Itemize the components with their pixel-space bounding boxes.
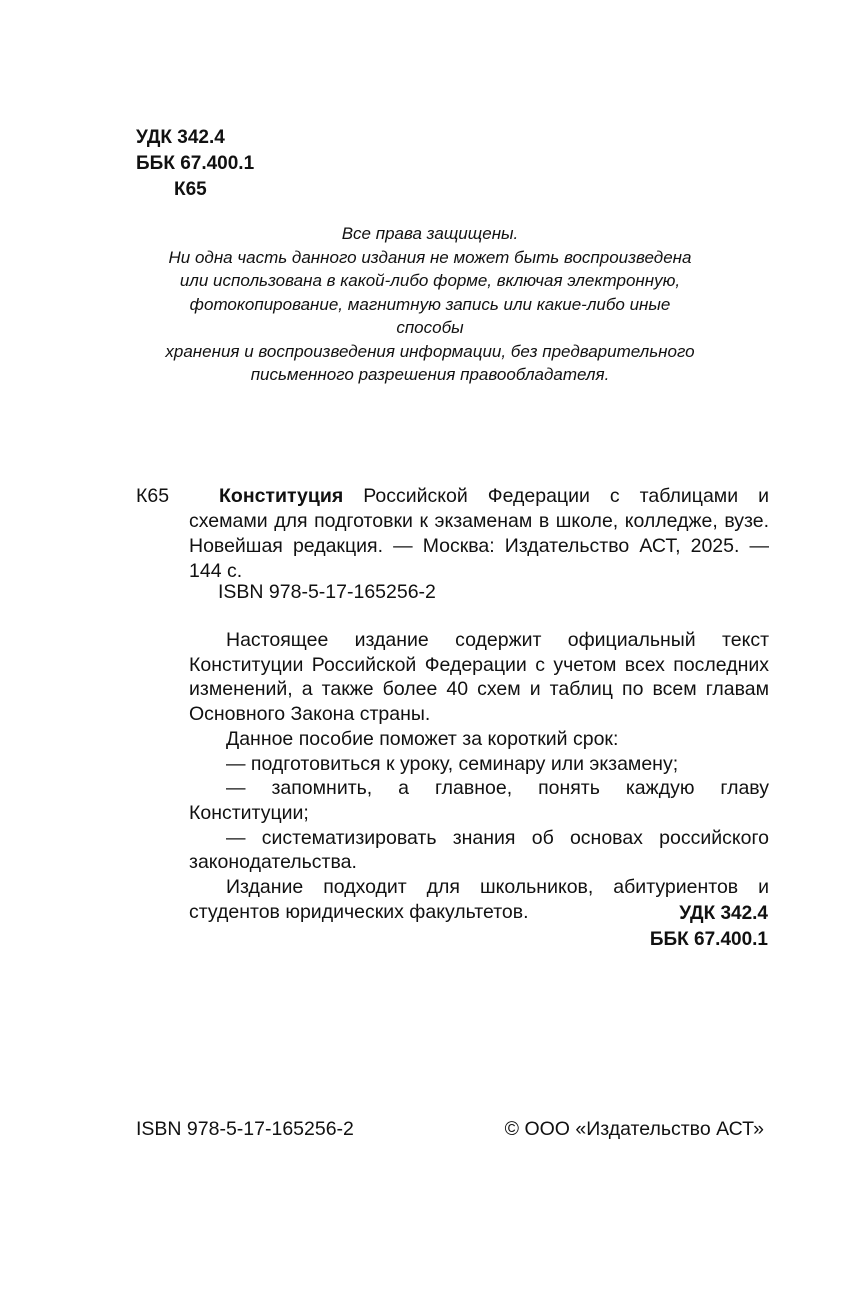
bibliographic-description <box>189 484 769 584</box>
rights-line: или использована в какой-либо форме, включая электронную, <box>179 271 681 290</box>
classification-codes-top <box>136 125 254 203</box>
book-title: Конституция <box>219 485 344 507</box>
annotation-list-item: — систематизировать знания об основах российского законодательства. <box>189 826 769 874</box>
bib-isbn: ISBN 978-5-17-165256-2 <box>218 581 436 603</box>
annotation-paragraph: Издание подходит для школьников, абитуриентов и студентов юридических факультетов. <box>189 876 769 923</box>
bbk-code: ББК 67.400.1 <box>136 153 255 174</box>
annotation-list-item: — подготовиться к уроку, семинару или экзамену; <box>226 752 679 775</box>
rights-line: Все права защищены. <box>341 224 519 243</box>
annotation <box>189 628 769 924</box>
annotation-paragraph: Данное пособие поможет за короткий срок: <box>226 727 619 750</box>
classification-codes-bottom <box>650 901 768 953</box>
bib-author-mark: К65 <box>136 485 170 507</box>
rights-line: фотокопирование, магнитную запись или какие-либо иные способы <box>189 294 671 337</box>
rights-notice <box>160 222 700 387</box>
rights-line: хранения и воспроизведения информации, без предварительного <box>165 341 695 361</box>
annotation-list-item: — запомнить, а главное, понять каждую главу Конституции; <box>189 777 769 824</box>
bbk-code-bottom: ББК 67.400.1 <box>649 929 768 950</box>
annotation-paragraph: Настоящее издание содержит официальный текст Конституции Российской Федерации с учетом всех последних изменений, а также более 40 схем и таблиц по всем главам Основного Закона страны. <box>189 629 769 726</box>
author-mark: К65 <box>174 179 207 200</box>
rights-line: письменного разрешения правообладателя. <box>250 365 610 384</box>
rights-line: Ни одна часть данного издания не может быть воспроизведена <box>168 247 692 267</box>
bib-description-text: Российской Федерации с таблицами и схемами для подготовки к экзаменам в школе, колледже, вузе. Новейшая редакция. — Москва: Издательство АСТ, 2025. — 144 с. <box>189 485 769 582</box>
footer-isbn: ISBN 978-5-17-165256-2 <box>136 1118 354 1140</box>
udk-code-bottom: УДК 342.4 <box>679 903 768 924</box>
copyright-notice: © ООО «Издательство АСТ» <box>504 1118 764 1140</box>
udk-code: УДК 342.4 <box>136 127 225 148</box>
